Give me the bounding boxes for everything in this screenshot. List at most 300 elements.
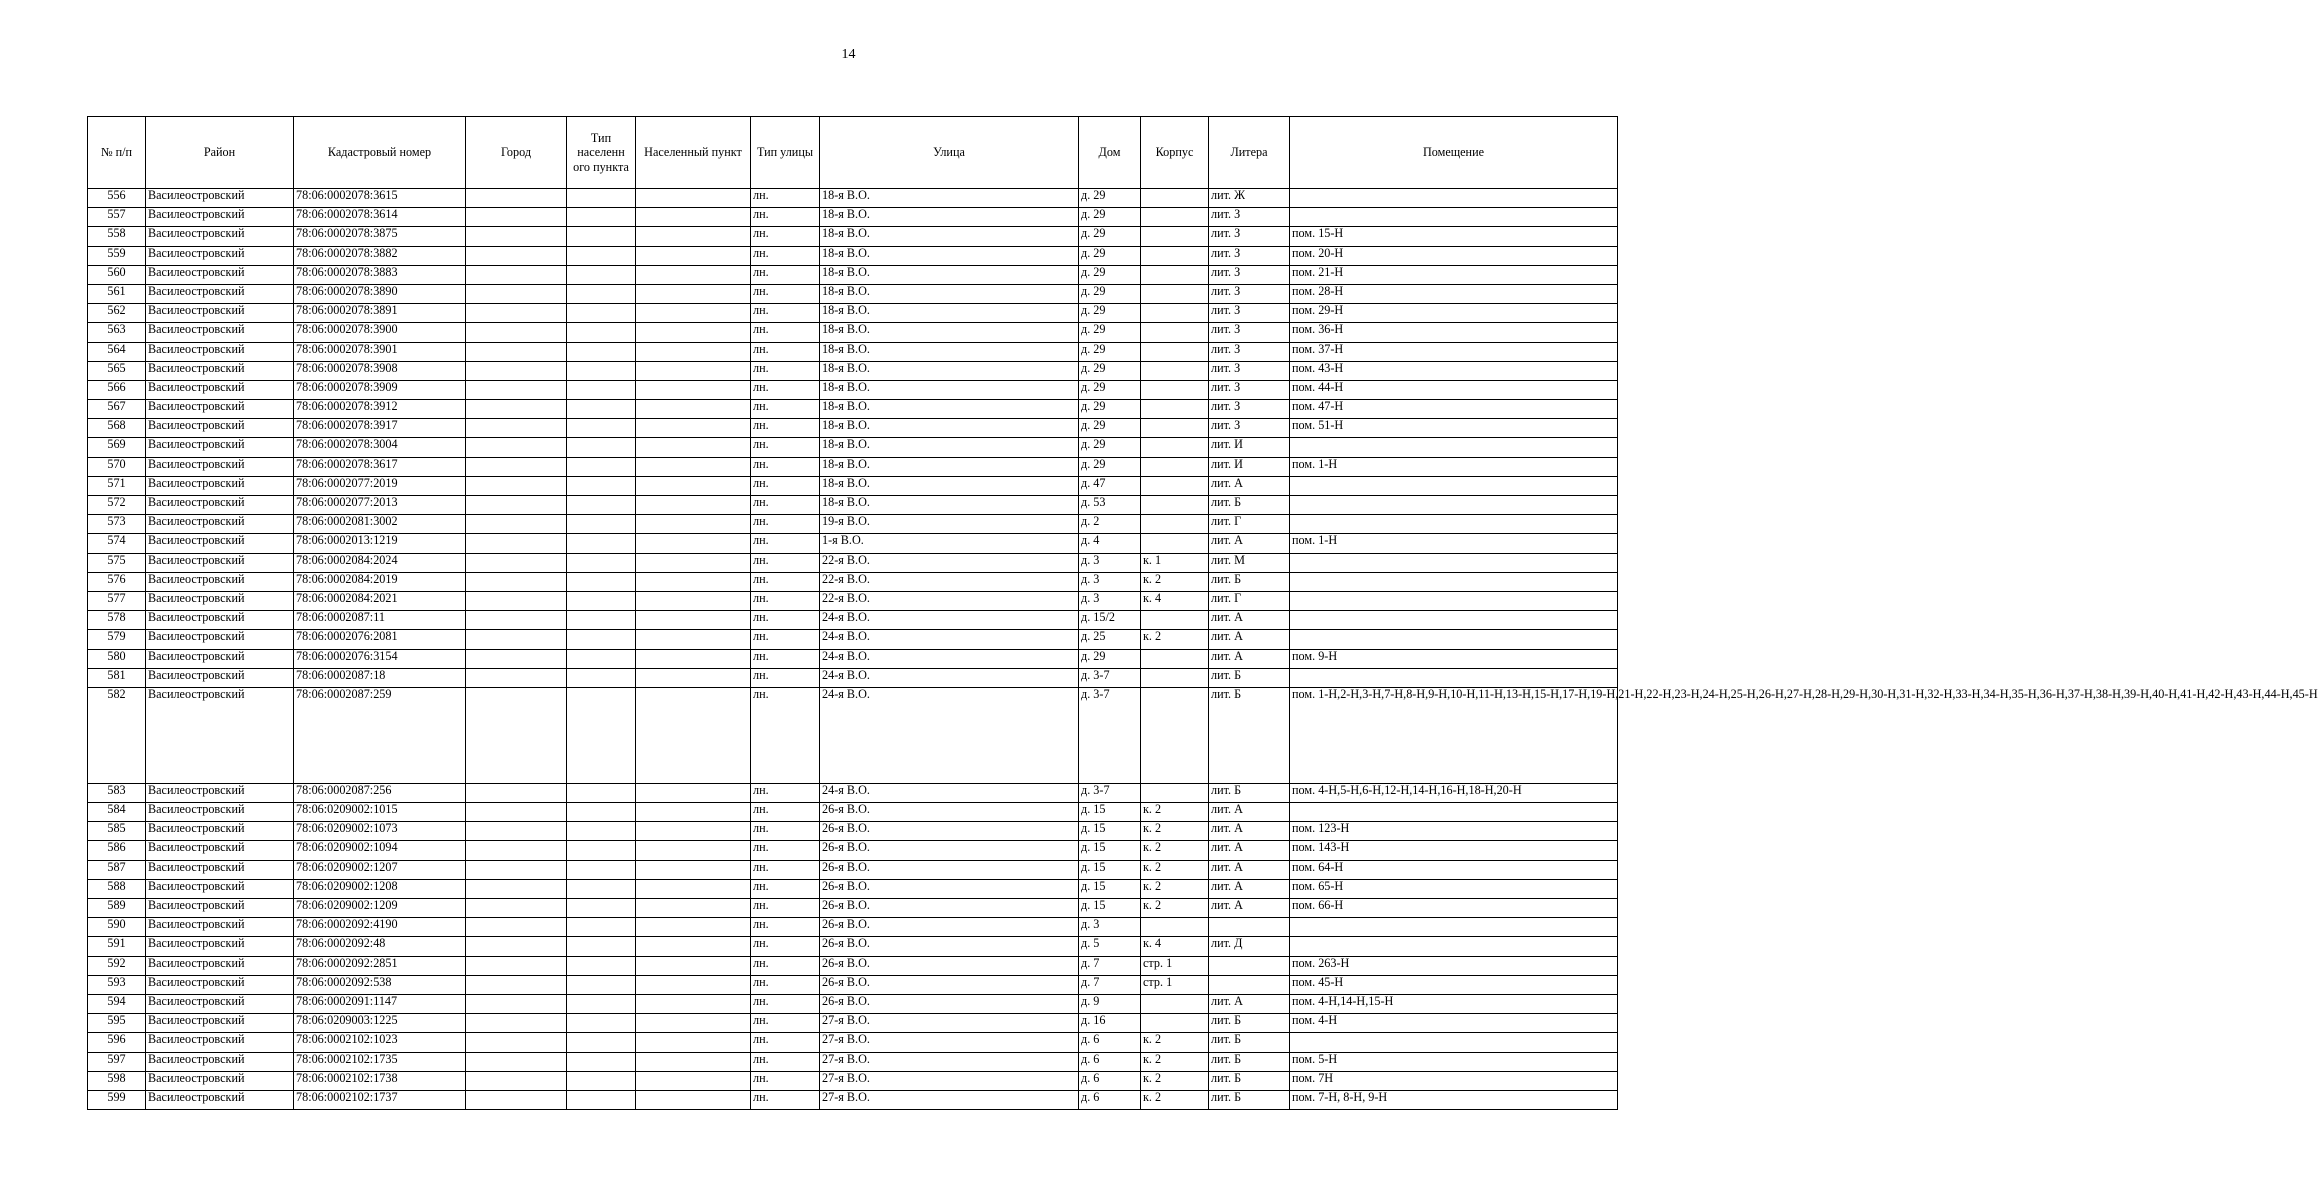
cell-district: Василеостровский	[146, 841, 294, 860]
cell-building	[1141, 342, 1209, 361]
cell-street: 26-я В.О.	[820, 956, 1079, 975]
cell-premises: пом. 123-Н	[1290, 822, 1618, 841]
cell-house: д. 47	[1079, 476, 1141, 495]
cell-cadastral-number: 78:06:0209003:1225	[294, 1014, 466, 1033]
cell-cadastral-number: 78:06:0002084:2024	[294, 553, 466, 572]
cell-district: Василеостровский	[146, 419, 294, 438]
cell-premises	[1290, 496, 1618, 515]
cell-cadastral-number: 78:06:0002078:3875	[294, 227, 466, 246]
cell-settlement	[636, 572, 751, 591]
cell-building	[1141, 419, 1209, 438]
table-row	[88, 611, 1618, 630]
table-row	[88, 803, 1618, 822]
cell-house: д. 29	[1079, 189, 1141, 208]
cell-letter: лит. Б	[1209, 496, 1290, 515]
cell-settlement-type	[567, 534, 636, 553]
table-row	[88, 265, 1618, 284]
cell-num: 582	[88, 687, 146, 783]
cell-settlement	[636, 496, 751, 515]
cell-street: 26-я В.О.	[820, 937, 1079, 956]
cell-street: 19-я В.О.	[820, 515, 1079, 534]
cell-cadastral-number: 78:06:0002077:2019	[294, 476, 466, 495]
cell-num: 599	[88, 1090, 146, 1109]
cell-premises	[1290, 438, 1618, 457]
column-header-house: Дом	[1079, 117, 1141, 189]
cell-street-type: лн.	[751, 687, 820, 783]
table-row	[88, 822, 1618, 841]
table-row	[88, 438, 1618, 457]
cell-settlement-type	[567, 1052, 636, 1071]
cell-building	[1141, 189, 1209, 208]
table-row	[88, 1090, 1618, 1109]
cell-street: 1-я В.О.	[820, 534, 1079, 553]
cell-settlement	[636, 284, 751, 303]
cell-cadastral-number: 78:06:0002087:18	[294, 668, 466, 687]
cell-city	[466, 994, 567, 1013]
cell-settlement-type	[567, 956, 636, 975]
cell-city	[466, 400, 567, 419]
table-row	[88, 937, 1618, 956]
cell-building	[1141, 918, 1209, 937]
cell-building	[1141, 515, 1209, 534]
cell-district: Василеостровский	[146, 323, 294, 342]
cell-building	[1141, 611, 1209, 630]
table-row	[88, 284, 1618, 303]
cell-district: Василеостровский	[146, 496, 294, 515]
cell-settlement-type	[567, 419, 636, 438]
table-row	[88, 553, 1618, 572]
cell-cadastral-number: 78:06:0002091:1147	[294, 994, 466, 1013]
table-row	[88, 1071, 1618, 1090]
cell-building: к. 2	[1141, 572, 1209, 591]
cell-house: д. 6	[1079, 1071, 1141, 1090]
cell-num: 598	[88, 1071, 146, 1090]
cell-house: д. 29	[1079, 649, 1141, 668]
cell-settlement	[636, 611, 751, 630]
cell-house: д. 29	[1079, 265, 1141, 284]
cell-settlement	[636, 591, 751, 610]
cell-house: д. 29	[1079, 208, 1141, 227]
cell-city	[466, 361, 567, 380]
cell-settlement	[636, 400, 751, 419]
cell-city	[466, 304, 567, 323]
cell-house: д. 3-7	[1079, 687, 1141, 783]
cell-street: 18-я В.О.	[820, 476, 1079, 495]
cell-street-type: лн.	[751, 534, 820, 553]
cell-premises: пом. 5-Н	[1290, 1052, 1618, 1071]
table-row	[88, 918, 1618, 937]
cell-city	[466, 553, 567, 572]
cell-street: 26-я В.О.	[820, 918, 1079, 937]
cell-street-type: лн.	[751, 476, 820, 495]
cell-district: Василеостровский	[146, 649, 294, 668]
column-header-settlement: Населенный пункт	[636, 117, 751, 189]
cell-house: д. 15	[1079, 899, 1141, 918]
cell-building	[1141, 361, 1209, 380]
cell-street-type: лн.	[751, 304, 820, 323]
table-row	[88, 783, 1618, 802]
cell-premises: пом. 37-Н	[1290, 342, 1618, 361]
cell-settlement-type	[567, 572, 636, 591]
cell-letter: лит. А	[1209, 822, 1290, 841]
cell-street: 26-я В.О.	[820, 975, 1079, 994]
cell-district: Василеостровский	[146, 227, 294, 246]
cell-num: 562	[88, 304, 146, 323]
cell-letter: лит. З	[1209, 208, 1290, 227]
cell-num: 581	[88, 668, 146, 687]
cell-letter: лит. А	[1209, 534, 1290, 553]
cell-district: Василеостровский	[146, 1052, 294, 1071]
cell-city	[466, 668, 567, 687]
cell-street-type: лн.	[751, 457, 820, 476]
cell-cadastral-number: 78:06:0002078:3883	[294, 265, 466, 284]
cell-settlement-type	[567, 208, 636, 227]
cell-premises: пом. 45-Н	[1290, 975, 1618, 994]
cell-num: 570	[88, 457, 146, 476]
cell-settlement	[636, 246, 751, 265]
cell-city	[466, 1090, 567, 1109]
cell-letter: лит. Б	[1209, 668, 1290, 687]
cell-premises	[1290, 591, 1618, 610]
cell-settlement	[636, 841, 751, 860]
cell-street: 18-я В.О.	[820, 496, 1079, 515]
column-header-street-type: Тип улицы	[751, 117, 820, 189]
cell-building	[1141, 265, 1209, 284]
cell-house: д. 3	[1079, 591, 1141, 610]
cell-city	[466, 208, 567, 227]
cell-district: Василеостровский	[146, 208, 294, 227]
cell-settlement-type	[567, 265, 636, 284]
column-header-premises: Помещение	[1290, 117, 1618, 189]
cell-house: д. 29	[1079, 438, 1141, 457]
cell-settlement-type	[567, 304, 636, 323]
cell-letter: лит. Б	[1209, 1033, 1290, 1052]
cell-settlement	[636, 918, 751, 937]
column-header-num: № п/п	[88, 117, 146, 189]
cell-cadastral-number: 78:06:0002078:3912	[294, 400, 466, 419]
cell-cadastral-number: 78:06:0002078:3615	[294, 189, 466, 208]
cell-street-type: лн.	[751, 419, 820, 438]
cell-street: 18-я В.О.	[820, 227, 1079, 246]
cell-street-type: лн.	[751, 572, 820, 591]
cell-building: к. 2	[1141, 803, 1209, 822]
cell-district: Василеостровский	[146, 189, 294, 208]
cell-settlement	[636, 630, 751, 649]
cell-street: 22-я В.О.	[820, 572, 1079, 591]
cell-premises: пом. 64-Н	[1290, 860, 1618, 879]
table-row	[88, 687, 1618, 783]
cell-settlement-type	[567, 246, 636, 265]
cell-premises: пом. 4-Н	[1290, 1014, 1618, 1033]
cell-cadastral-number: 78:06:0002078:3909	[294, 380, 466, 399]
cell-street: 24-я В.О.	[820, 649, 1079, 668]
column-header-street: Улица	[820, 117, 1079, 189]
cell-building	[1141, 994, 1209, 1013]
cell-district: Василеостровский	[146, 918, 294, 937]
cell-settlement-type	[567, 496, 636, 515]
cell-house: д. 15	[1079, 860, 1141, 879]
cell-num: 588	[88, 879, 146, 898]
cell-settlement	[636, 975, 751, 994]
cell-settlement-type	[567, 803, 636, 822]
cell-num: 596	[88, 1033, 146, 1052]
cell-premises	[1290, 208, 1618, 227]
cell-premises	[1290, 553, 1618, 572]
table-row	[88, 189, 1618, 208]
cell-street-type: лн.	[751, 1090, 820, 1109]
cell-street: 26-я В.О.	[820, 803, 1079, 822]
cell-letter: лит. З	[1209, 246, 1290, 265]
cell-street: 27-я В.О.	[820, 1090, 1079, 1109]
cell-cadastral-number: 78:06:0002092:2851	[294, 956, 466, 975]
cell-num: 565	[88, 361, 146, 380]
cell-building: к. 2	[1141, 1052, 1209, 1071]
cell-district: Василеостровский	[146, 783, 294, 802]
cell-house: д. 15	[1079, 841, 1141, 860]
cell-city	[466, 515, 567, 534]
cell-house: д. 4	[1079, 534, 1141, 553]
cell-building	[1141, 208, 1209, 227]
cell-cadastral-number: 78:06:0002076:2081	[294, 630, 466, 649]
cell-street: 18-я В.О.	[820, 361, 1079, 380]
cell-city	[466, 1033, 567, 1052]
cell-city	[466, 860, 567, 879]
cell-num: 590	[88, 918, 146, 937]
cell-settlement	[636, 342, 751, 361]
cell-house: д. 53	[1079, 496, 1141, 515]
cell-premises: пом. 65-Н	[1290, 879, 1618, 898]
cell-num: 578	[88, 611, 146, 630]
cell-street-type: лн.	[751, 994, 820, 1013]
cell-letter: лит. З	[1209, 380, 1290, 399]
cell-street-type: лн.	[751, 208, 820, 227]
cell-building	[1141, 534, 1209, 553]
cell-num: 591	[88, 937, 146, 956]
cell-house: д. 3	[1079, 918, 1141, 937]
cell-house: д. 29	[1079, 323, 1141, 342]
table-row	[88, 572, 1618, 591]
cell-settlement-type	[567, 400, 636, 419]
cell-letter: лит. А	[1209, 841, 1290, 860]
cell-house: д. 3-7	[1079, 783, 1141, 802]
cell-cadastral-number: 78:06:0002078:3908	[294, 361, 466, 380]
cell-house: д. 29	[1079, 400, 1141, 419]
cell-house: д. 9	[1079, 994, 1141, 1013]
cell-street: 24-я В.О.	[820, 687, 1079, 783]
column-header-settlement-type: Тип населенн ого пункта	[567, 117, 636, 189]
cell-settlement-type	[567, 649, 636, 668]
table-row	[88, 227, 1618, 246]
cell-letter: лит. Ж	[1209, 189, 1290, 208]
cell-building	[1141, 323, 1209, 342]
cell-num: 574	[88, 534, 146, 553]
cell-settlement-type	[567, 611, 636, 630]
cell-district: Василеостровский	[146, 591, 294, 610]
cell-premises: пом. 263-Н	[1290, 956, 1618, 975]
cell-cadastral-number: 78:06:0209002:1094	[294, 841, 466, 860]
cell-building	[1141, 284, 1209, 303]
cell-settlement-type	[567, 937, 636, 956]
table-row	[88, 515, 1618, 534]
cell-city	[466, 1071, 567, 1090]
cell-district: Василеостровский	[146, 879, 294, 898]
cell-num: 572	[88, 496, 146, 515]
cell-street-type: лн.	[751, 630, 820, 649]
cell-num: 593	[88, 975, 146, 994]
cell-settlement-type	[567, 591, 636, 610]
cell-city	[466, 803, 567, 822]
cell-settlement-type	[567, 822, 636, 841]
cell-settlement	[636, 803, 751, 822]
cell-settlement-type	[567, 879, 636, 898]
cell-house: д. 29	[1079, 284, 1141, 303]
cell-city	[466, 189, 567, 208]
cell-district: Василеостровский	[146, 994, 294, 1013]
cell-premises	[1290, 1033, 1618, 1052]
cell-num: 563	[88, 323, 146, 342]
cell-letter: лит. З	[1209, 400, 1290, 419]
cell-house: д. 7	[1079, 956, 1141, 975]
cell-district: Василеостровский	[146, 457, 294, 476]
cell-street-type: лн.	[751, 515, 820, 534]
cell-premises: пом. 4-Н,14-Н,15-Н	[1290, 994, 1618, 1013]
cell-cadastral-number: 78:06:0002102:1023	[294, 1033, 466, 1052]
cell-settlement-type	[567, 380, 636, 399]
cell-num: 567	[88, 400, 146, 419]
cell-district: Василеостровский	[146, 342, 294, 361]
cell-street-type: лн.	[751, 860, 820, 879]
page-number: 14	[841, 47, 856, 62]
cell-cadastral-number: 78:06:0002102:1737	[294, 1090, 466, 1109]
cell-house: д. 29	[1079, 457, 1141, 476]
cell-street-type: лн.	[751, 649, 820, 668]
cell-city	[466, 496, 567, 515]
cell-street: 18-я В.О.	[820, 265, 1079, 284]
cell-street-type: лн.	[751, 284, 820, 303]
cell-house: д. 16	[1079, 1014, 1141, 1033]
cell-settlement	[636, 860, 751, 879]
table-row	[88, 668, 1618, 687]
cell-cadastral-number: 78:06:0002092:48	[294, 937, 466, 956]
cell-city	[466, 841, 567, 860]
cell-district: Василеостровский	[146, 668, 294, 687]
cell-settlement	[636, 380, 751, 399]
cell-num: 583	[88, 783, 146, 802]
cell-num: 560	[88, 265, 146, 284]
cell-settlement	[636, 265, 751, 284]
cell-premises: пом. 9-Н	[1290, 649, 1618, 668]
cell-settlement	[636, 323, 751, 342]
cell-num: 577	[88, 591, 146, 610]
cell-street-type: лн.	[751, 956, 820, 975]
cell-num: 579	[88, 630, 146, 649]
cell-street-type: лн.	[751, 841, 820, 860]
cell-settlement	[636, 1052, 751, 1071]
cell-premises	[1290, 189, 1618, 208]
cell-cadastral-number: 78:06:0002102:1735	[294, 1052, 466, 1071]
cell-num: 585	[88, 822, 146, 841]
cell-letter: лит. А	[1209, 630, 1290, 649]
cell-street: 18-я В.О.	[820, 419, 1079, 438]
cell-district: Василеостровский	[146, 860, 294, 879]
cell-house: д. 29	[1079, 380, 1141, 399]
cell-house: д. 6	[1079, 1052, 1141, 1071]
cell-building: к. 2	[1141, 1090, 1209, 1109]
cell-street: 24-я В.О.	[820, 668, 1079, 687]
cell-city	[466, 1014, 567, 1033]
cell-street: 27-я В.О.	[820, 1052, 1079, 1071]
cell-cadastral-number: 78:06:0002081:3002	[294, 515, 466, 534]
cell-letter: лит. А	[1209, 649, 1290, 668]
cell-district: Василеостровский	[146, 304, 294, 323]
cell-building	[1141, 246, 1209, 265]
cell-street-type: лн.	[751, 899, 820, 918]
cell-city	[466, 956, 567, 975]
cell-premises: пом. 29-Н	[1290, 304, 1618, 323]
cell-city	[466, 227, 567, 246]
table-row	[88, 591, 1618, 610]
cell-settlement-type	[567, 860, 636, 879]
cell-street: 27-я В.О.	[820, 1033, 1079, 1052]
table-row	[88, 361, 1618, 380]
cell-num: 592	[88, 956, 146, 975]
cell-district: Василеостровский	[146, 1014, 294, 1033]
registry-table	[87, 116, 2318, 1110]
cell-building	[1141, 380, 1209, 399]
cell-city	[466, 879, 567, 898]
cell-district: Василеостровский	[146, 361, 294, 380]
cell-city	[466, 476, 567, 495]
cell-house: д. 29	[1079, 246, 1141, 265]
cell-building	[1141, 783, 1209, 802]
cell-cadastral-number: 78:06:0209002:1208	[294, 879, 466, 898]
cell-street: 18-я В.О.	[820, 284, 1079, 303]
cell-cadastral-number: 78:06:0002092:4190	[294, 918, 466, 937]
cell-building: к. 2	[1141, 630, 1209, 649]
cell-letter: лит. Г	[1209, 515, 1290, 534]
cell-num: 589	[88, 899, 146, 918]
cell-street-type: лн.	[751, 591, 820, 610]
cell-district: Василеостровский	[146, 956, 294, 975]
cell-settlement-type	[567, 841, 636, 860]
cell-letter	[1209, 918, 1290, 937]
cell-letter: лит. З	[1209, 323, 1290, 342]
cell-letter: лит. Д	[1209, 937, 1290, 956]
cell-letter: лит. А	[1209, 899, 1290, 918]
cell-num: 576	[88, 572, 146, 591]
cell-street-type: лн.	[751, 1071, 820, 1090]
cell-district: Василеостровский	[146, 611, 294, 630]
cell-building	[1141, 649, 1209, 668]
cell-house: д. 15/2	[1079, 611, 1141, 630]
cell-street: 18-я В.О.	[820, 380, 1079, 399]
cell-cadastral-number: 78:06:0209002:1209	[294, 899, 466, 918]
cell-num: 569	[88, 438, 146, 457]
cell-street-type: лн.	[751, 822, 820, 841]
table-row	[88, 649, 1618, 668]
cell-street: 22-я В.О.	[820, 591, 1079, 610]
cell-street: 22-я В.О.	[820, 553, 1079, 572]
cell-building	[1141, 304, 1209, 323]
cell-premises	[1290, 630, 1618, 649]
cell-num: 566	[88, 380, 146, 399]
table-row	[88, 496, 1618, 515]
header-row	[88, 117, 1618, 189]
cell-house: д. 29	[1079, 304, 1141, 323]
cell-house: д. 7	[1079, 975, 1141, 994]
cell-letter: лит. А	[1209, 611, 1290, 630]
cell-building	[1141, 476, 1209, 495]
